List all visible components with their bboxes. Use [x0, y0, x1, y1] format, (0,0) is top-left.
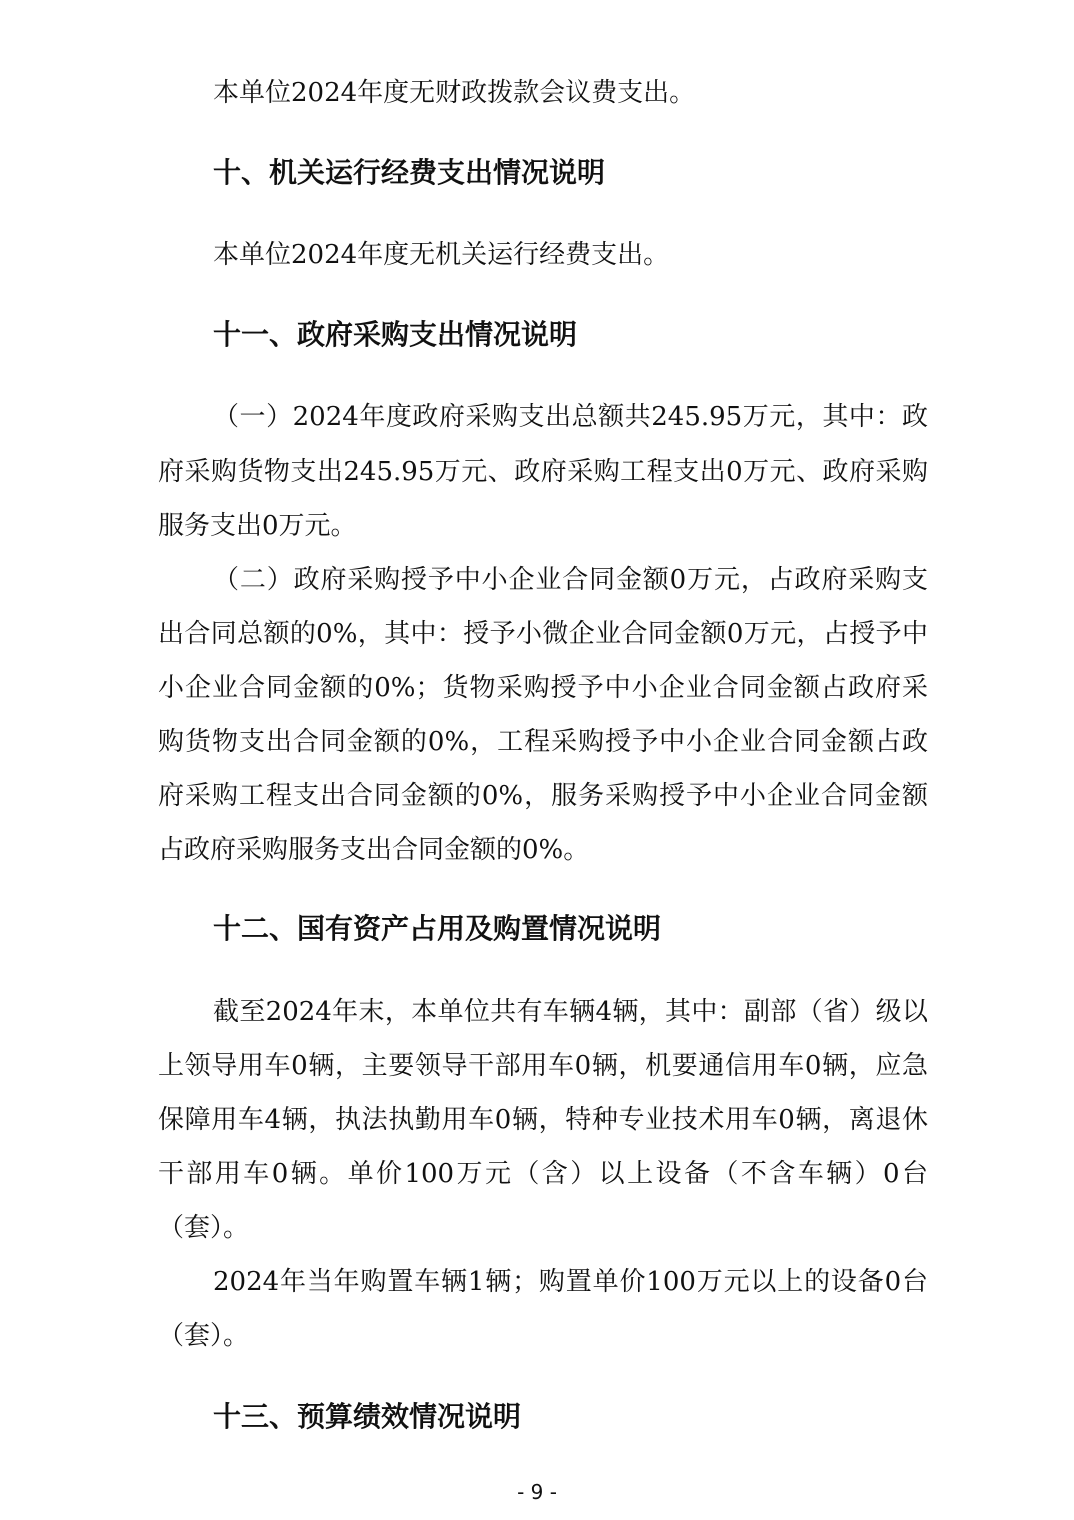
paragraph-line: 上领导用车0辆，主要领导干部用车0辆，机要通信用车0辆，应急 [158, 1051, 928, 1081]
paragraph-line: 出合同总额的0%，其中：授予小微企业合同金额0万元，占授予中 [158, 619, 928, 649]
paragraph-line: 府采购工程支出合同金额的0%，服务采购授予中小企业合同金额 [158, 781, 928, 811]
paragraph-line: 2024年当年购置车辆1辆；购置单价100万元以上的设备0台 [213, 1267, 928, 1297]
heading-section-10: 十、机关运行经费支出情况说明 [213, 156, 606, 189]
paragraph-meeting-expense: 本单位2024年度无财政拨款会议费支出。 [213, 78, 696, 108]
paragraph-line: （套）。 [158, 1213, 250, 1243]
heading-section-13: 十三、预算绩效情况说明 [213, 1400, 522, 1433]
paragraph-line: 府采购货物支出245.95万元、政府采购工程支出0万元、政府采购 [158, 457, 928, 487]
paragraph-line: 购货物支出合同金额的0%，工程采购授予中小企业合同金额占政 [158, 727, 928, 757]
page-number: - 9 - [517, 1480, 557, 1504]
paragraph-section-10: 本单位2024年度无机关运行经费支出。 [213, 240, 670, 270]
paragraph-line: 服务支出0万元。 [158, 511, 357, 541]
paragraph-line: 占政府采购服务支出合同金额的0%。 [158, 835, 590, 865]
paragraph-line: （二）政府采购授予中小企业合同金额0万元，占政府采购支 [213, 565, 928, 595]
paragraph-line: 干部用车0辆。单价100万元（含）以上设备（不含车辆）0台 [158, 1159, 928, 1189]
heading-section-11: 十一、政府采购支出情况说明 [213, 318, 578, 351]
heading-section-12: 十二、国有资产占用及购置情况说明 [213, 912, 662, 945]
paragraph-line: （套）。 [158, 1321, 250, 1351]
paragraph-line: 保障用车4辆，执法执勤用车0辆，特种专业技术用车0辆，离退休 [158, 1105, 928, 1135]
paragraph-line: （一）2024年度政府采购支出总额共245.95万元，其中：政 [213, 402, 928, 432]
paragraph-line: 小企业合同金额的0%；货物采购授予中小企业合同金额占政府采 [158, 673, 928, 703]
paragraph-line: 截至2024年末，本单位共有车辆4辆，其中：副部（省）级以 [213, 997, 928, 1027]
